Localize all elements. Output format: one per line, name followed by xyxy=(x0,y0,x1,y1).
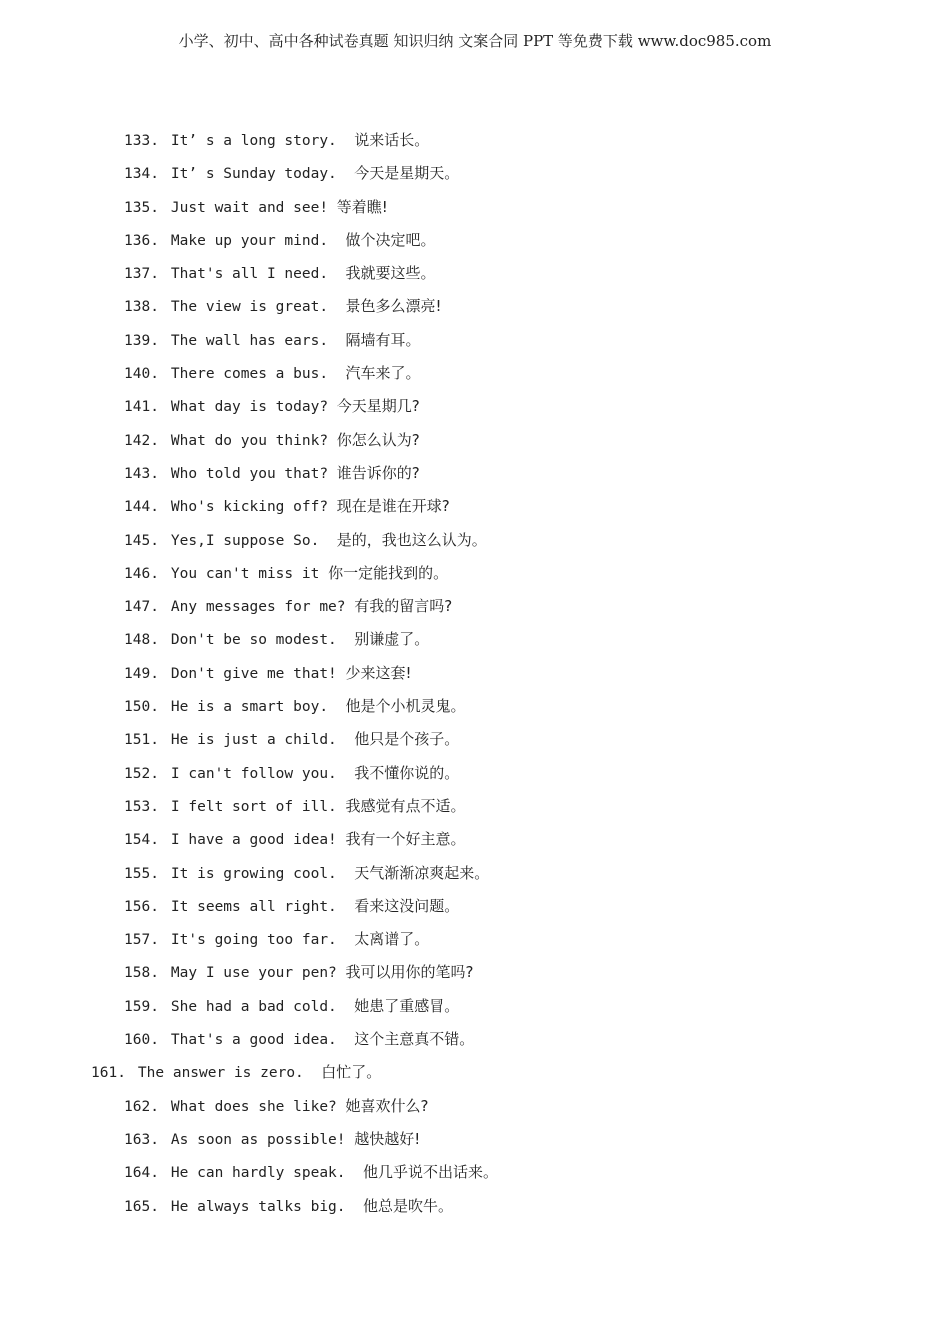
item-number: 163. xyxy=(124,1131,159,1148)
chinese-translation: 白忙了。 xyxy=(321,1063,382,1082)
english-phrase: Who's kicking off? xyxy=(170,499,337,516)
list-item xyxy=(0,1090,950,1123)
english-phrase: The wall has ears. xyxy=(170,332,346,349)
list-item xyxy=(0,1190,950,1223)
item-number: 158. xyxy=(124,965,159,982)
list-item xyxy=(0,324,950,357)
list-item xyxy=(0,923,950,956)
item-number: 162. xyxy=(124,1098,159,1115)
english-phrase: As soon as possible! xyxy=(170,1131,355,1148)
english-phrase: You can't miss it xyxy=(170,565,329,582)
list-item xyxy=(0,357,950,390)
chinese-translation: 她患了重感冒。 xyxy=(354,996,460,1015)
item-number: 140. xyxy=(124,366,159,383)
chinese-translation: 太离谱了。 xyxy=(354,930,430,949)
english-phrase: Make up your mind. xyxy=(170,232,346,249)
english-phrase: May I use your pen? xyxy=(170,965,346,982)
chinese-translation: 今天星期几? xyxy=(336,397,420,416)
chinese-translation: 隔墙有耳。 xyxy=(345,330,421,349)
english-phrase: I have a good idea! xyxy=(170,832,346,849)
item-number: 153. xyxy=(124,798,159,815)
item-number: 145. xyxy=(124,532,159,549)
list-item xyxy=(0,1156,950,1189)
chinese-translation: 看来这没问题。 xyxy=(354,896,460,915)
chinese-translation: 少来这套! xyxy=(345,663,412,682)
english-phrase: I felt sort of ill. xyxy=(170,798,346,815)
chinese-translation: 他是个小机灵鬼。 xyxy=(345,697,466,716)
item-number: 150. xyxy=(124,699,159,716)
chinese-translation: 景色多么漂亮! xyxy=(345,297,442,316)
chinese-translation: 他总是吹牛。 xyxy=(362,1196,453,1215)
english-phrase: There comes a bus. xyxy=(170,366,346,383)
list-item xyxy=(0,257,950,290)
list-item xyxy=(0,990,950,1023)
english-phrase: Don't be so modest. xyxy=(170,632,355,649)
list-item xyxy=(0,290,950,323)
chinese-translation: 等着瞧! xyxy=(336,197,388,216)
list-item xyxy=(0,157,950,190)
item-number: 133. xyxy=(124,133,159,149)
chinese-translation: 这个主意真不错。 xyxy=(354,1030,475,1049)
item-number: 144. xyxy=(124,499,159,516)
english-phrase: What does she like? xyxy=(170,1098,346,1115)
list-item xyxy=(0,590,950,623)
english-phrase: Don't give me that! xyxy=(170,665,346,682)
chinese-translation: 谁告诉你的? xyxy=(336,463,420,482)
item-number: 152. xyxy=(124,765,159,782)
chinese-translation: 现在是谁在开球? xyxy=(336,497,450,516)
english-phrase: What day is today? xyxy=(170,399,337,416)
chinese-translation: 今天是星期天。 xyxy=(354,164,460,183)
site-header: 小学、初中、高中各种试卷真题 知识归纳 文案合同 PPT 等免费下载 www.doc985.com xyxy=(178,32,772,50)
english-phrase: It is growing cool. xyxy=(170,865,355,882)
item-number: 157. xyxy=(124,932,159,949)
list-item xyxy=(0,690,950,723)
list-item xyxy=(0,457,950,490)
list-item xyxy=(0,823,950,856)
chinese-translation: 我有一个好主意。 xyxy=(345,830,466,849)
list-item xyxy=(0,757,950,790)
english-phrase: The answer is zero. xyxy=(137,1065,322,1082)
english-phrase: Yes,I suppose So. xyxy=(170,532,337,549)
item-number: 139. xyxy=(124,332,159,349)
list-item xyxy=(0,890,950,923)
english-phrase: I can't follow you. xyxy=(170,765,355,782)
list-item xyxy=(0,390,950,423)
chinese-translation: 越快越好! xyxy=(354,1129,421,1148)
item-number: 151. xyxy=(124,732,159,749)
chinese-translation: 说来话长。 xyxy=(354,131,430,149)
english-phrase: Just wait and see! xyxy=(170,199,337,216)
list-item xyxy=(0,1023,950,1056)
item-number: 154. xyxy=(124,832,159,849)
list-item xyxy=(0,956,950,989)
item-number: 146. xyxy=(124,565,159,582)
chinese-translation: 别谦虚了。 xyxy=(354,630,430,649)
list-item xyxy=(0,857,950,890)
item-number: 142. xyxy=(124,432,159,449)
list-item xyxy=(0,657,950,690)
item-number: 135. xyxy=(124,199,159,216)
english-phrase: He is just a child. xyxy=(170,732,355,749)
item-number: 143. xyxy=(124,465,159,482)
chinese-translation: 他几乎说不出话来。 xyxy=(362,1163,498,1182)
item-number: 165. xyxy=(124,1198,159,1215)
english-phrase: It seems all right. xyxy=(170,898,355,915)
list-item xyxy=(0,124,950,157)
item-number: 147. xyxy=(124,599,159,616)
list-item xyxy=(0,723,950,756)
chinese-translation: 我感觉有点不适。 xyxy=(345,796,466,815)
item-number: 156. xyxy=(124,898,159,915)
chinese-translation: 我就要这些。 xyxy=(345,264,436,283)
english-phrase: Who told you that? xyxy=(170,465,337,482)
english-phrase: That's all I need. xyxy=(170,266,346,283)
chinese-translation: 是的，我也这么认为。 xyxy=(336,530,487,549)
list-item xyxy=(0,790,950,823)
english-phrase: Any messages for me? xyxy=(170,599,355,616)
item-number: 141. xyxy=(124,399,159,416)
chinese-translation: 有我的留言吗? xyxy=(354,597,453,616)
chinese-translation: 我可以用你的笔吗? xyxy=(345,963,474,982)
item-number: 155. xyxy=(124,865,159,882)
list-item xyxy=(0,490,950,523)
english-phrase: The view is great. xyxy=(170,299,346,316)
item-number: 164. xyxy=(124,1165,159,1182)
phrase-list xyxy=(0,124,950,1223)
item-number: 159. xyxy=(124,998,159,1015)
list-item xyxy=(0,191,950,224)
list-item xyxy=(0,524,950,557)
list-item xyxy=(0,424,950,457)
chinese-translation: 天气渐渐凉爽起来。 xyxy=(354,863,490,882)
list-item xyxy=(0,557,950,590)
english-phrase: That's a good idea. xyxy=(170,1032,355,1049)
chinese-translation: 做个决定吧。 xyxy=(345,230,436,249)
list-item xyxy=(0,623,950,656)
chinese-translation: 你怎么认为? xyxy=(336,430,420,449)
list-item xyxy=(0,1123,950,1156)
list-item xyxy=(0,224,950,257)
english-phrase: He can hardly speak. xyxy=(170,1165,363,1182)
english-phrase: He is a smart boy. xyxy=(170,699,346,716)
chinese-translation: 她喜欢什么? xyxy=(345,1096,429,1115)
item-number: 137. xyxy=(124,266,159,283)
item-number: 148. xyxy=(124,632,159,649)
item-number: 161. xyxy=(91,1065,126,1082)
item-number: 138. xyxy=(124,299,159,316)
item-number: 134. xyxy=(124,166,159,183)
chinese-translation: 你一定能找到的。 xyxy=(328,563,449,582)
item-number: 160. xyxy=(124,1032,159,1049)
english-phrase: What do you think? xyxy=(170,432,337,449)
item-number: 149. xyxy=(124,665,159,682)
chinese-translation: 我不懂你说的。 xyxy=(354,763,460,782)
english-phrase: It’ s a long story. xyxy=(170,133,355,149)
english-phrase: She had a bad cold. xyxy=(170,998,355,1015)
english-phrase: It's going too far. xyxy=(170,932,355,949)
list-item xyxy=(0,1056,950,1089)
chinese-translation: 他只是个孩子。 xyxy=(354,730,460,749)
item-number: 136. xyxy=(124,232,159,249)
english-phrase: He always talks big. xyxy=(170,1198,363,1215)
english-phrase: It’ s Sunday today. xyxy=(170,166,355,183)
chinese-translation: 汽车来了。 xyxy=(345,364,421,383)
